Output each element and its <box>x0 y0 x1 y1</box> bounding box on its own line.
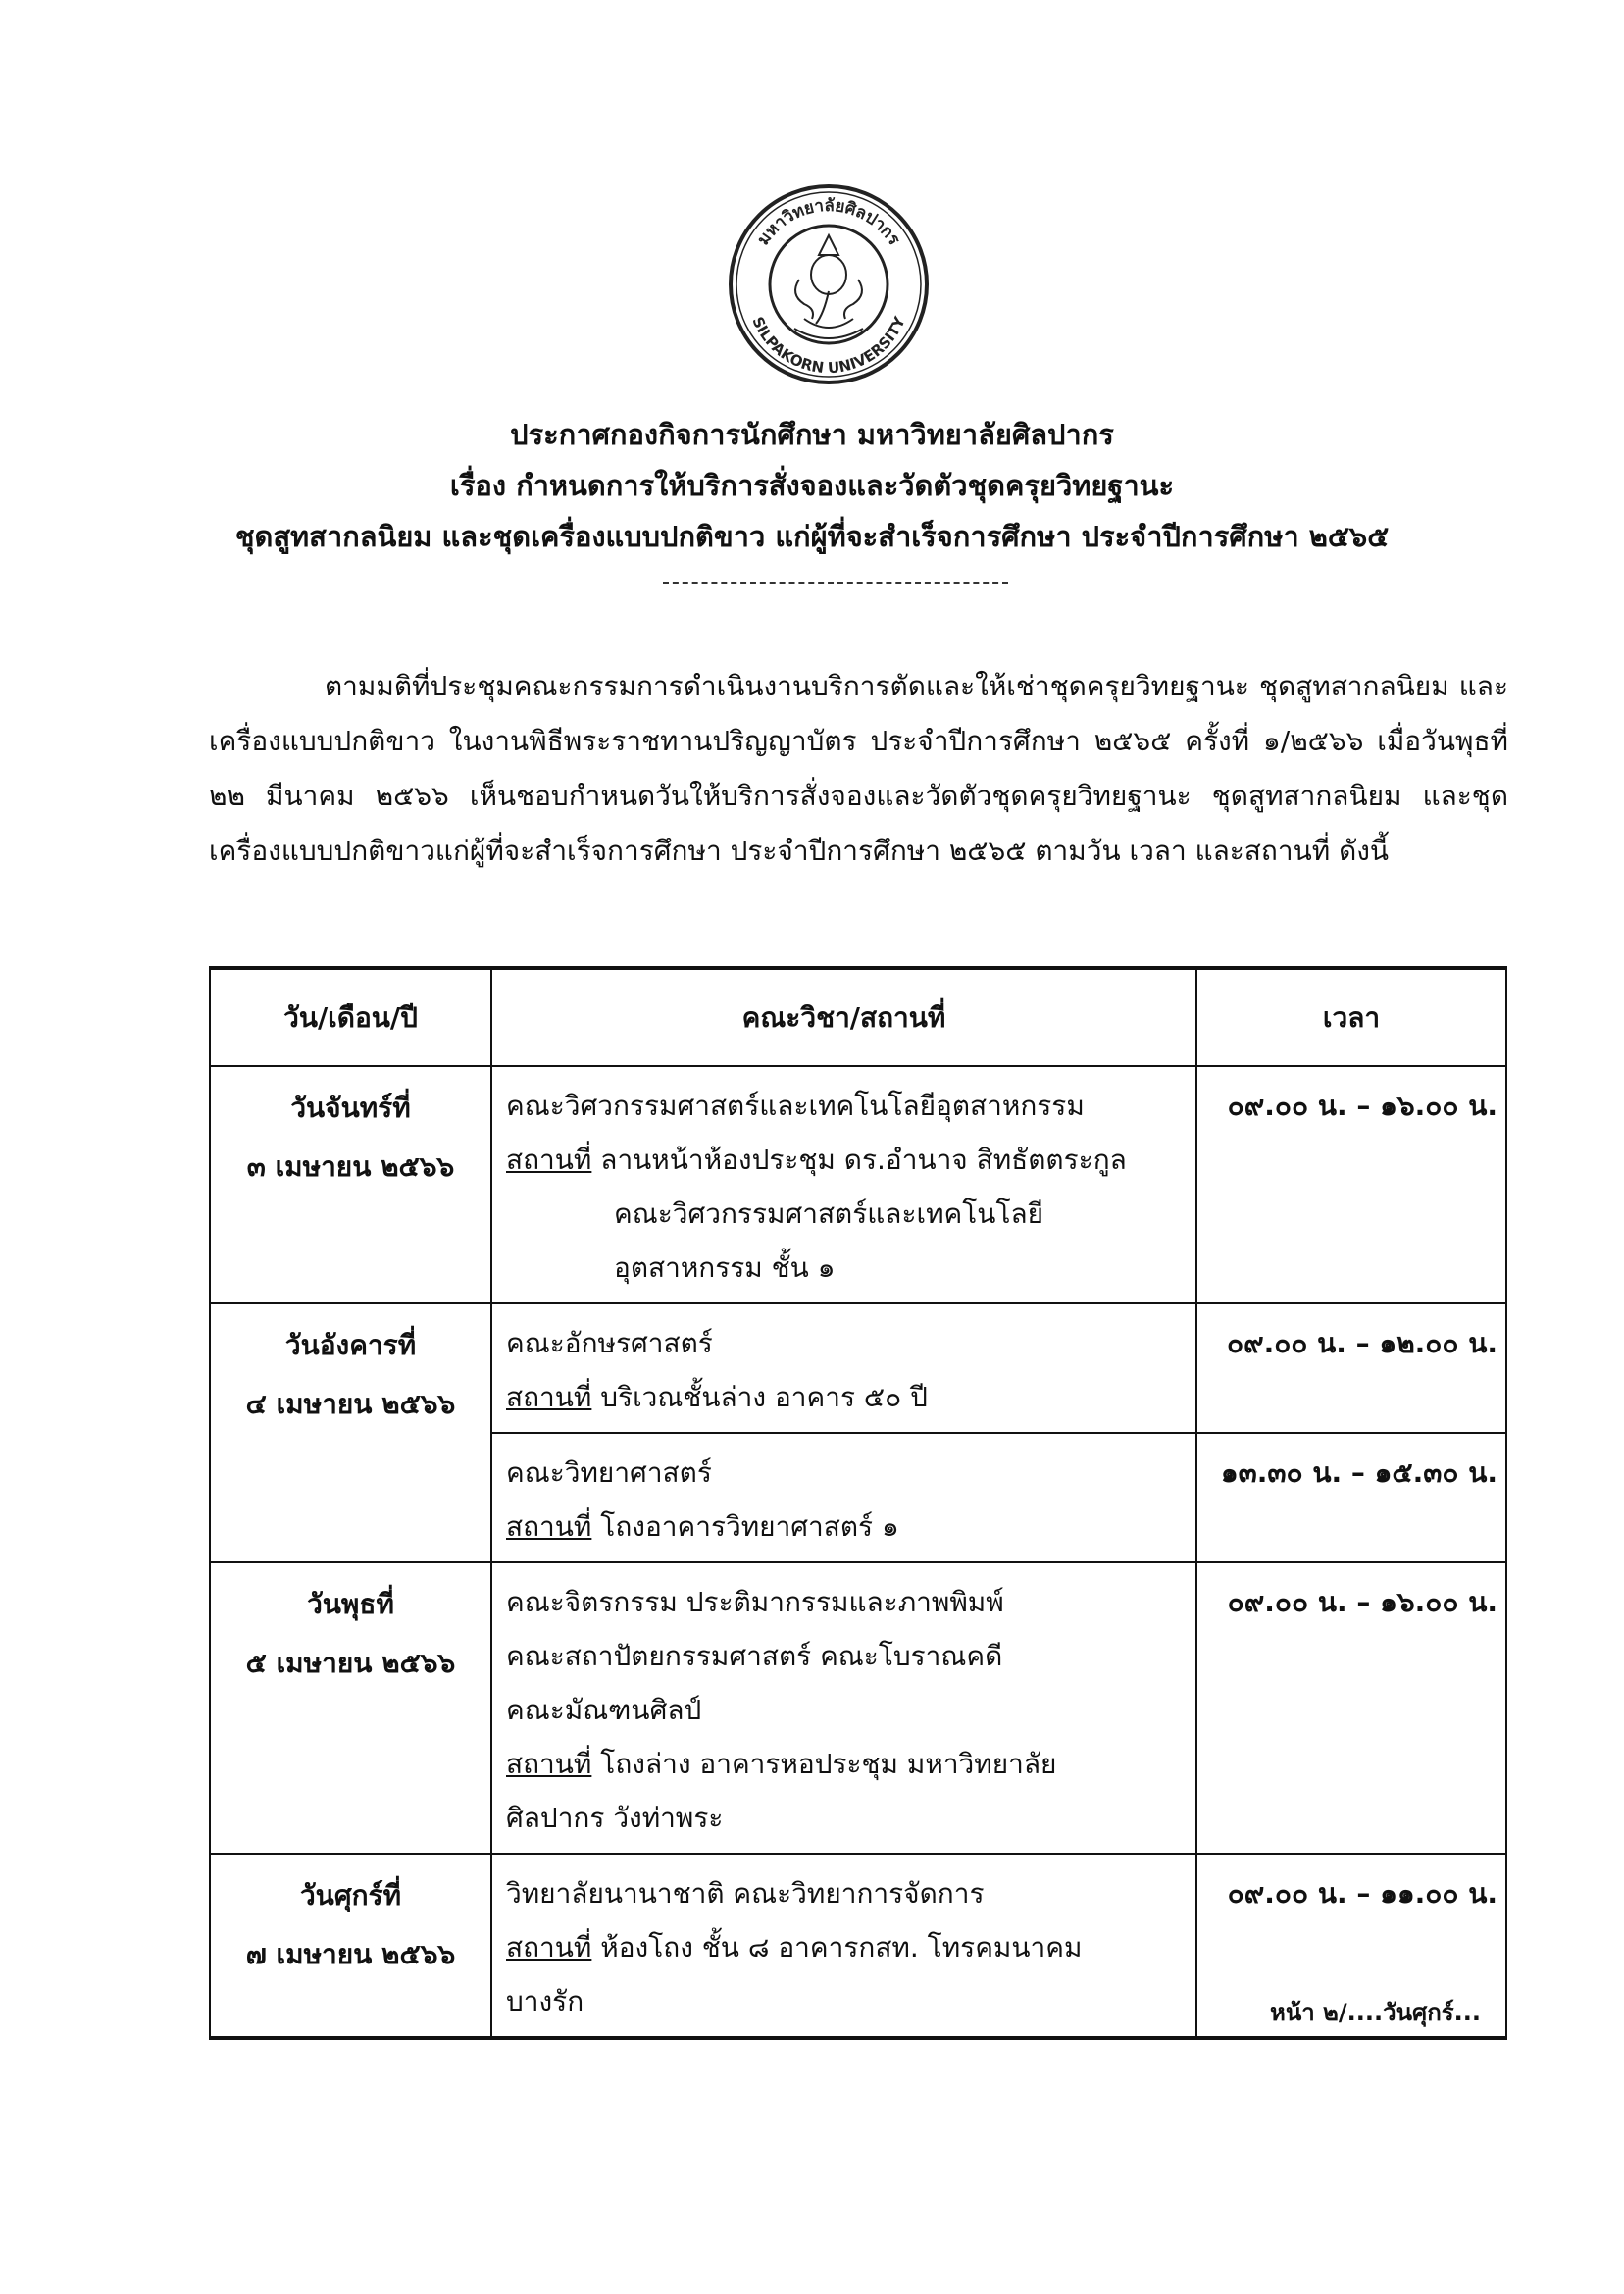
faculty-name: คณะสถาปัตยกรรมศาสตร์ คณะโบราณคดี <box>506 1640 1003 1672</box>
date-cell <box>210 1854 491 2038</box>
intro-paragraph <box>209 659 1508 879</box>
time-cell: ๐๙.๐๐ น. – ๑๒.๐๐ น. <box>1196 1303 1506 1433</box>
place-text-cont: บางรัก <box>506 1985 584 2017</box>
table-row <box>210 1303 1506 1433</box>
place-text: ห้องโถง ชั้น ๘ อาคารกสท. โทรคมนาคม <box>600 1931 1083 1963</box>
date-label: ๔ เมษายน ๒๕๖๖ <box>245 1388 456 1420</box>
faculty-cell <box>491 1303 1196 1433</box>
place-text: บริเวณชั้นล่าง อาคาร ๕๐ ปี <box>600 1381 928 1413</box>
time-cell: ๐๙.๐๐ น. – ๑๖.๐๐ น. <box>1196 1562 1506 1854</box>
faculty-name: วิทยาลัยนานาชาติ คณะวิทยาการจัดการ <box>506 1877 985 1910</box>
place-text: โถงล่าง อาคารหอประชุม มหาวิทยาลัย <box>600 1748 1057 1780</box>
place-label: สถานที่ <box>506 1748 592 1780</box>
date-cell <box>210 1066 491 1303</box>
place-label: สถานที่ <box>506 1931 592 1963</box>
time-cell: ๐๙.๐๐ น. – ๑๖.๐๐ น. <box>1196 1066 1506 1303</box>
table-header-row <box>210 968 1506 1066</box>
date-cell <box>210 1303 491 1562</box>
announcement-issuer: ประกาศกองกิจการนักศึกษา มหาวิทยาลัยศิลปากร <box>510 418 1114 451</box>
header-divider <box>663 582 1008 584</box>
faculty-cell <box>491 1066 1196 1303</box>
faculty-cell <box>491 1562 1196 1854</box>
faculty-name: คณะจิตรกรรม ประติมากรรมและภาพพิมพ์ <box>506 1586 1004 1618</box>
place-text: โถงอาคารวิทยาศาสตร์ ๑ <box>600 1510 899 1543</box>
date-label: ๗ เมษายน ๒๕๖๖ <box>245 1938 456 1970</box>
university-seal <box>726 181 932 387</box>
place-text-cont: อุตสาหกรรม ชั้น ๑ <box>614 1251 836 1284</box>
page-footer: หน้า ๒/....วันศุกร์... <box>1270 1999 1482 2026</box>
faculty-cell <box>491 1433 1196 1562</box>
col-header-faculty: คณะวิชา/สถานที่ <box>491 968 1196 1066</box>
svg-text:SILPAKORN UNIVERSITY: SILPAKORN UNIVERSITY <box>748 314 909 378</box>
day-label: วันศุกร์ที่ <box>299 1879 402 1912</box>
place-label: สถานที่ <box>506 1144 592 1176</box>
faculty-cell <box>491 1854 1196 2038</box>
day-label: วันพุธที่ <box>307 1588 394 1620</box>
table-row <box>210 1066 1506 1303</box>
date-cell <box>210 1562 491 1854</box>
faculty-name: คณะมัณฑนศิลป์ <box>506 1694 702 1726</box>
place-text: ลานหน้าห้องประชุม ดร.อำนาจ สิทธัตตระกูล <box>600 1144 1127 1176</box>
col-header-date: วัน/เดือน/ปี <box>210 968 491 1066</box>
date-label: ๓ เมษายน ๒๕๖๖ <box>246 1150 455 1183</box>
faculty-name: คณะวิศวกรรมศาสตร์และเทคโนโลยีอุตสาหกรรม <box>506 1090 1085 1122</box>
col-header-time: เวลา <box>1196 968 1506 1066</box>
place-label: สถานที่ <box>506 1510 592 1543</box>
day-label: วันจันทร์ที่ <box>290 1092 411 1124</box>
announcement-subject: เรื่อง กำหนดการให้บริการสั่งจองและวัดตัวชุดครุยวิทยฐานะ <box>449 469 1175 502</box>
announcement-subject-cont: ชุดสูทสากลนิยม และชุดเครื่องแบบปกติขาว แก่ผู้ที่จะสำเร็จการศึกษา ประจำปีการศึกษา ๒๕๖๕ <box>234 520 1390 553</box>
time-cell: ๑๓.๓๐ น. – ๑๕.๓๐ น. <box>1196 1433 1506 1562</box>
day-label: วันอังคารที่ <box>284 1329 417 1361</box>
faculty-name: คณะวิทยาศาสตร์ <box>506 1456 712 1489</box>
place-text-cont: คณะวิศวกรรมศาสตร์และเทคโนโลยี <box>614 1198 1044 1230</box>
date-label: ๕ เมษายน ๒๕๖๖ <box>245 1647 456 1679</box>
table-row <box>210 1562 1506 1854</box>
place-text-cont: ศิลปากร วังท่าพระ <box>506 1802 724 1834</box>
place-label: สถานที่ <box>506 1381 592 1413</box>
schedule-table <box>209 966 1507 2040</box>
time-cell: ๐๙.๐๐ น. – ๑๑.๐๐ น. <box>1196 1854 1506 2038</box>
svg-text:มหาวิทยาลัยศิลปากร: มหาวิทยาลัยศิลปากร <box>753 195 904 249</box>
faculty-name: คณะอักษรศาสตร์ <box>506 1327 713 1359</box>
intro-text: ตามมติที่ประชุมคณะกรรมการดำเนินงานบริการตัดและให้เช่าชุดครุยวิทยฐานะ ชุดสูทสากลนิยม และเครื่องแบบปกติขาว ในงานพิธีพระราชทานปริญญาบัตร ประจำปีการศึกษา ๒๕๖๕ ครั้งที่ ๑/๒๕๖๖ เมื่อวันพุธที่ ๒๒ มีนาคม ๒๕๖๖ เห็นชอบกำหนดวันให้บริการสั่งจองและวัดตัวชุดครุยวิทยฐานะ ชุดสูทสากลนิยม และชุดเครื่องแบบปกติขาวแก่ผู้ที่จะสำเร็จการศึกษา ประจำปีการศึกษา ๒๕๖๕ ตามวัน เวลา และสถานที่ ดังนี้ <box>209 670 1508 867</box>
